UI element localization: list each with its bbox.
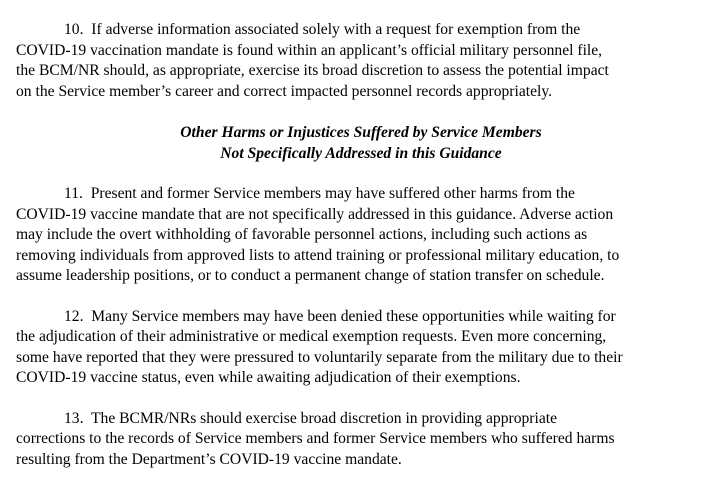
paragraph-11 bbox=[16, 184, 706, 287]
paragraph-line: COVID-19 vaccine mandate that are not specifically addressed in this guidance. Adverse action bbox=[16, 205, 614, 223]
paragraph-line: COVID-19 vaccine status, even while awaiting adjudication of their exemptions. bbox=[16, 369, 521, 386]
paragraph-10 bbox=[16, 20, 706, 102]
paragraph-line: Present and former Service members may have suffered other harms from the bbox=[90, 185, 575, 202]
paragraph-line: Many Service members may have been denied these opportunities while waiting for bbox=[91, 307, 616, 325]
paragraph-number: 13. bbox=[64, 409, 84, 427]
paragraph-line: corrections to the records of Service members and former Service members who suffered harms bbox=[16, 430, 615, 447]
paragraph-line: resulting from the Department’s COVID-19 vaccine mandate. bbox=[16, 450, 402, 468]
paragraph-line: some have reported that they were pressured to voluntarily separate from the military due to their bbox=[16, 348, 623, 366]
paragraph-line: The BCMR/NRs should exercise broad discretion in providing appropriate bbox=[91, 409, 558, 427]
paragraph-13 bbox=[16, 409, 706, 471]
paragraph-line: on the Service member’s career and correct impacted personnel records appropriately. bbox=[16, 82, 553, 100]
paragraph-line: If adverse information associated solely with a request for exemption from the bbox=[91, 21, 581, 38]
document-page bbox=[16, 20, 706, 470]
paragraph-line: may include the overt withholding of favorable personnel actions, including such actions as bbox=[16, 226, 588, 243]
heading-line-2: Not Specifically Addressed in this Guidance bbox=[220, 144, 502, 162]
paragraph-12 bbox=[16, 307, 706, 389]
paragraph-line: removing individuals from approved lists to attend training or professional military education, to bbox=[16, 246, 620, 264]
heading-line-1: Other Harms or Injustices Suffered by Service Members bbox=[180, 124, 542, 141]
paragraph-number: 12. bbox=[64, 307, 84, 325]
paragraph-line: COVID-19 vaccination mandate is found within an applicant’s official military personnel file, bbox=[16, 41, 603, 59]
paragraph-line: the BCM/NR should, as appropriate, exercise its broad discretion to assess the potential impact bbox=[16, 62, 609, 79]
paragraph-line: the adjudication of their administrative or medical exemption requests. Even more concerning, bbox=[16, 328, 607, 345]
paragraph-number: 10. bbox=[64, 21, 84, 38]
section-heading bbox=[16, 123, 706, 164]
paragraph-number: 11. bbox=[64, 185, 83, 202]
paragraph-line: assume leadership positions, or to conduct a permanent change of station transfer on schedule. bbox=[16, 267, 605, 284]
